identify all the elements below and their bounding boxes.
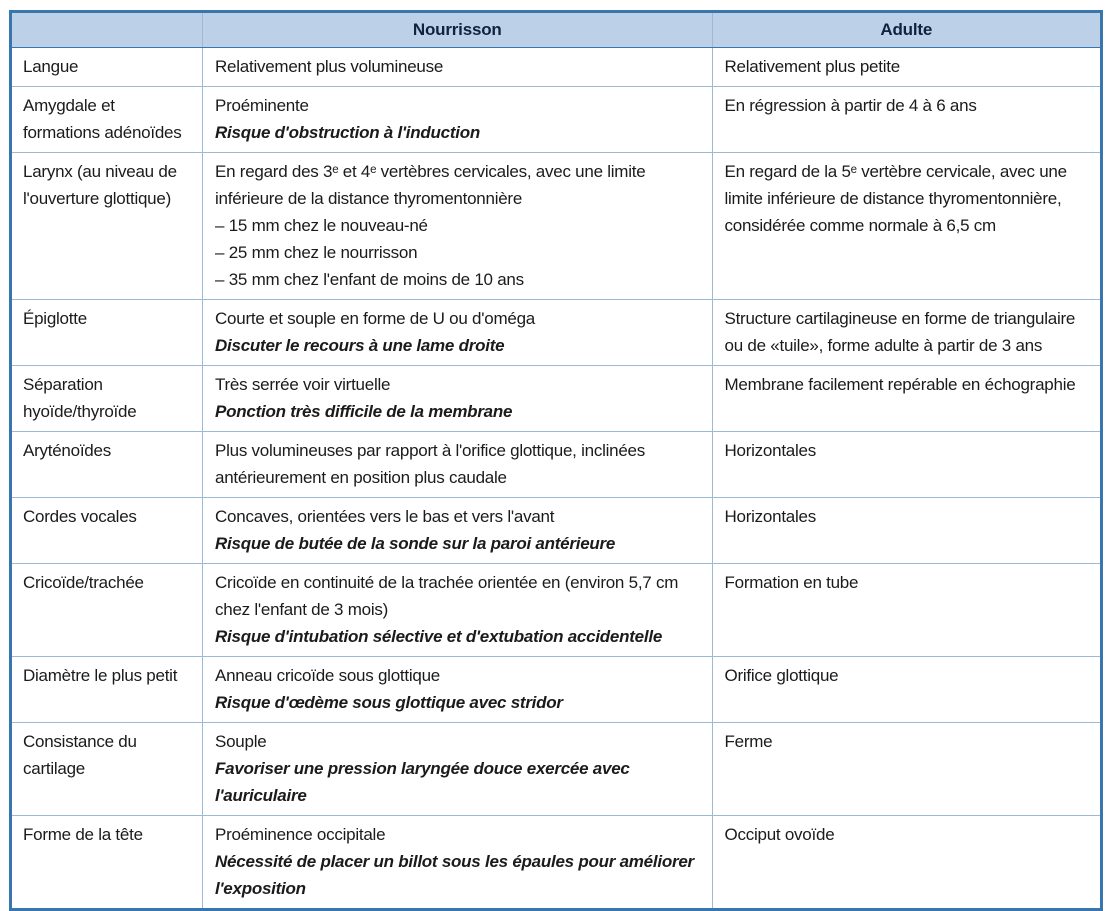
adulte-cell	[712, 366, 1102, 432]
adulte-cell	[712, 816, 1102, 910]
emphasis-line: Risque d'intubation sélective et d'extubation accidentelle	[215, 627, 663, 646]
adulte-cell	[712, 657, 1102, 723]
text-line: Horizontales	[724, 441, 816, 460]
emphasis-line: Discuter le recours à une lame droite	[215, 336, 505, 355]
header-cell-adulte: Adulte	[712, 12, 1102, 48]
text-line: – 35 mm chez l'enfant de moins de 10 ans	[215, 270, 524, 289]
text-line: Souple	[215, 732, 267, 751]
nourrisson-cell	[203, 432, 712, 498]
nourrisson-cell	[203, 153, 712, 300]
text-line: Proéminence occipitale	[215, 825, 386, 844]
row-label-cell: Larynx (au niveau de l'ouverture glottique)	[11, 153, 203, 300]
row-label-cell: Diamètre le plus petit	[11, 657, 203, 723]
text-line: Relativement plus volumineuse	[215, 57, 444, 76]
text-line: Courte et souple en forme de U ou d'oméga	[215, 309, 535, 328]
header-row	[11, 12, 1102, 48]
emphasis-line: Ponction très difficile de la membrane	[215, 402, 513, 421]
row-label-cell: Aryténoïdes	[11, 432, 203, 498]
emphasis-line: Risque d'obstruction à l'induction	[215, 123, 480, 142]
nourrisson-cell	[203, 657, 712, 723]
adulte-cell	[712, 498, 1102, 564]
row-label-cell: Amygdale et formations adénoïdes	[11, 87, 203, 153]
nourrisson-cell	[203, 816, 712, 910]
text-line: En regard de la 5ᵉ vertèbre cervicale, avec une limite inférieure de distance thyromentonnière, considérée comme normale à 6,5 cm	[724, 162, 1067, 235]
emphasis-line: Favoriser une pression laryngée douce exercée avec l'auriculaire	[215, 759, 630, 805]
text-line: Proéminente	[215, 96, 309, 115]
table-body	[11, 48, 1102, 910]
comparison-table	[9, 10, 1103, 911]
text-line: Relativement plus petite	[724, 57, 900, 76]
adulte-cell	[712, 300, 1102, 366]
text-line: Anneau cricoïde sous glottique	[215, 666, 441, 685]
table-row	[11, 300, 1102, 366]
text-line: En regard des 3ᵉ et 4ᵉ vertèbres cervicales, avec une limite inférieure de la distance thyromentonnière	[215, 162, 646, 208]
row-label-cell: Séparation hyoïde/thyroïde	[11, 366, 203, 432]
table-header	[11, 12, 1102, 48]
header-cell-nourrisson: Nourrisson	[203, 12, 712, 48]
text-line: Plus volumineuses par rapport à l'orifice glottique, inclinées antérieurement en position plus caudale	[215, 441, 645, 487]
table-row	[11, 498, 1102, 564]
table-row	[11, 816, 1102, 910]
row-label-cell: Cricoïde/trachée	[11, 564, 203, 657]
text-line: Orifice glottique	[724, 666, 839, 685]
adulte-cell	[712, 153, 1102, 300]
emphasis-line: Risque d'œdème sous glottique avec stridor	[215, 693, 563, 712]
text-line: Formation en tube	[724, 573, 859, 592]
text-line: Horizontales	[724, 507, 816, 526]
nourrisson-cell	[203, 723, 712, 816]
text-line: Très serrée voir virtuelle	[215, 375, 391, 394]
adulte-cell	[712, 432, 1102, 498]
adulte-cell	[712, 87, 1102, 153]
table-row	[11, 87, 1102, 153]
row-label-cell: Forme de la tête	[11, 816, 203, 910]
table-row	[11, 723, 1102, 816]
emphasis-line: Nécessité de placer un billot sous les épaules pour améliorer l'exposition	[215, 852, 694, 898]
nourrisson-cell	[203, 564, 712, 657]
row-label-cell: Épiglotte	[11, 300, 203, 366]
adulte-cell	[712, 564, 1102, 657]
nourrisson-cell	[203, 48, 712, 87]
text-line: – 15 mm chez le nouveau-né	[215, 216, 428, 235]
table-row	[11, 366, 1102, 432]
text-line: – 25 mm chez le nourrisson	[215, 243, 418, 262]
header-cell-empty	[11, 12, 203, 48]
row-label-cell: Cordes vocales	[11, 498, 203, 564]
text-line: Ferme	[724, 732, 773, 751]
table-row	[11, 657, 1102, 723]
row-label-cell: Consistance du cartilage	[11, 723, 203, 816]
text-line: En régression à partir de 4 à 6 ans	[724, 96, 977, 115]
text-line: Cricoïde en continuité de la trachée orientée en (environ 5,7 cm chez l'enfant de 3 mois)	[215, 573, 679, 619]
row-label-cell: Langue	[11, 48, 203, 87]
text-line: Structure cartilagineuse en forme de triangulaire ou de «tuile», forme adulte à partir de 3 ans	[724, 309, 1076, 355]
nourrisson-cell	[203, 498, 712, 564]
text-line: Occiput ovoïde	[724, 825, 835, 844]
nourrisson-cell	[203, 300, 712, 366]
nourrisson-cell	[203, 366, 712, 432]
table-row	[11, 153, 1102, 300]
table-row	[11, 564, 1102, 657]
table-row	[11, 432, 1102, 498]
adulte-cell	[712, 48, 1102, 87]
text-line: Concaves, orientées vers le bas et vers l'avant	[215, 507, 555, 526]
text-line: Membrane facilement repérable en échographie	[724, 375, 1076, 394]
table-row	[11, 48, 1102, 87]
adulte-cell	[712, 723, 1102, 816]
nourrisson-cell	[203, 87, 712, 153]
emphasis-line: Risque de butée de la sonde sur la paroi antérieure	[215, 534, 616, 553]
